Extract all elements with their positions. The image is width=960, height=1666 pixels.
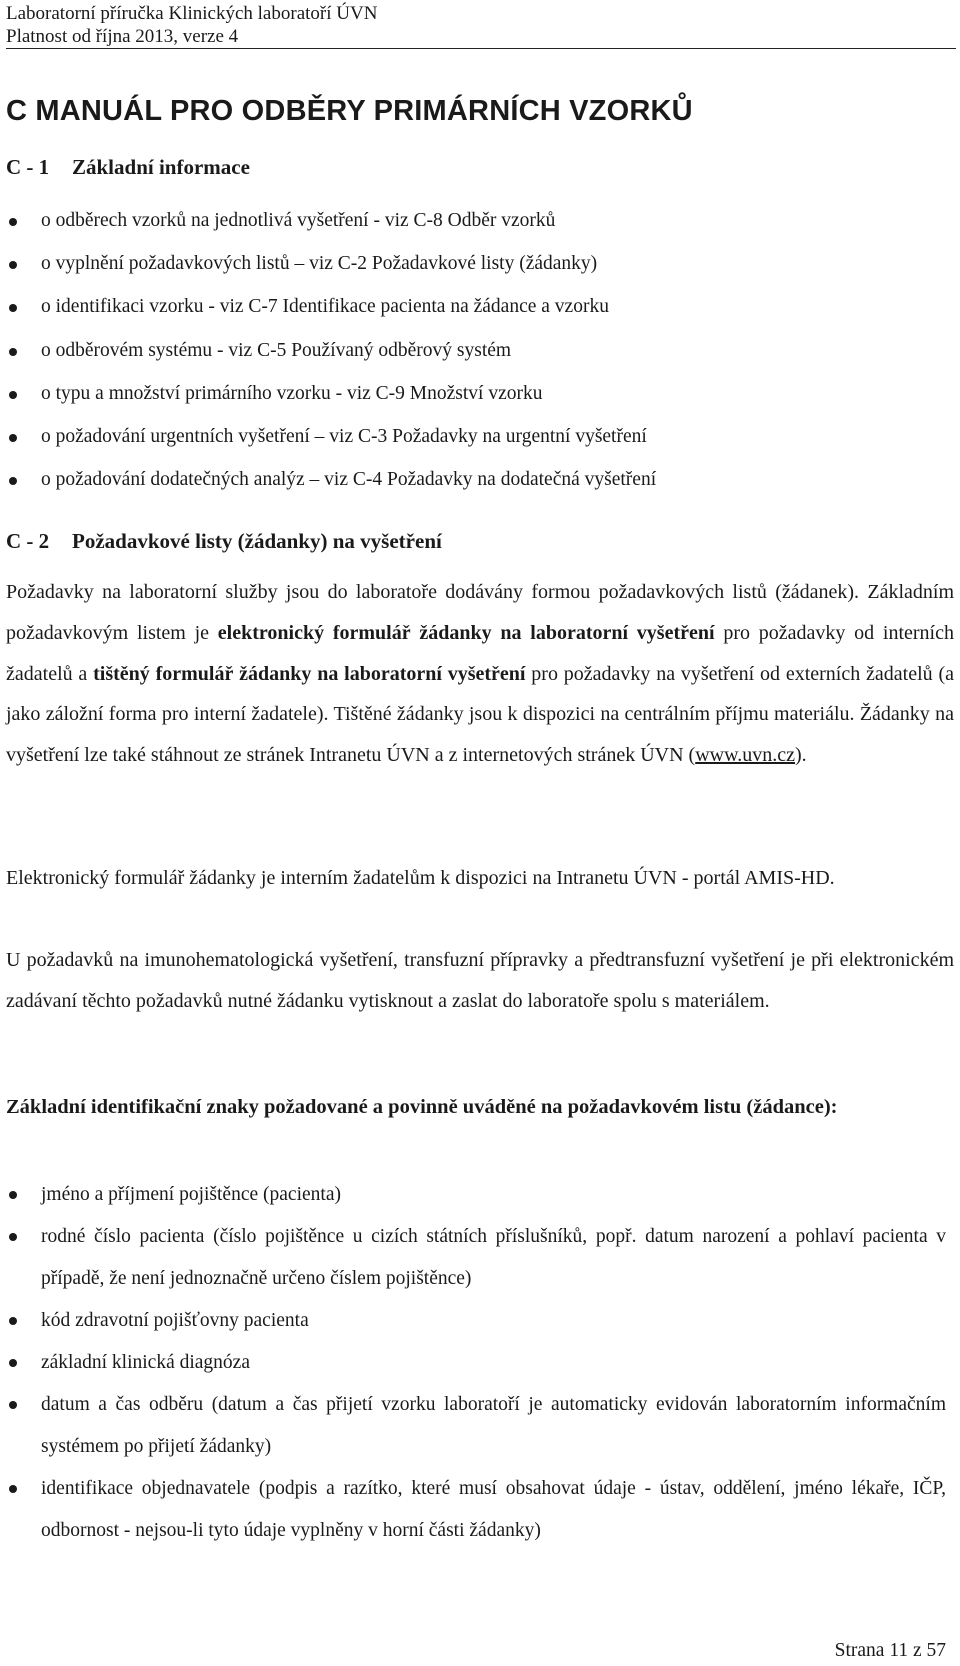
- website-link[interactable]: www.uvn.cz: [695, 744, 795, 767]
- identification-heading: Základní identifikační znaky požadované a povinně uváděné na požadavkovém listu (žádance):: [6, 1096, 838, 1118]
- list-item: o vyplnění požadavkových listů – viz C-2 Požadavkové listy (žádanky): [0, 251, 950, 294]
- list-item: kód zdravotní pojišťovny pacienta: [0, 1300, 950, 1342]
- bullet-icon: [9, 1233, 17, 1241]
- list-item: identifikace objednavatele (podpis a razítko, které musí obsahovat údaje - ústav, oddělení, jméno lékaře, IČP, odbornost - nejsou-li tyto údaje vyplněny v horní části žádanky): [0, 1468, 950, 1552]
- header-title: Laboratorní příručka Klinických laboratoří ÚVN: [6, 3, 378, 24]
- list-item: o identifikaci vzorku - viz C-7 Identifikace pacienta na žádance a vzorku: [0, 294, 950, 337]
- requisition-paragraph: Požadavky na laboratorní služby jsou do laboratoře dodávány formou požadavkových listů (žádanek). Základním požadavkovým listem je elektronický formulář žádanky na laboratorní vyšetření pro požadavky od interních žadatelů a tištěný formulář žádanky na laboratorní vyšetření pro požadavky na vyšetření od externích žadatelů (a jako záložní forma pro interní žadatele). Tištěné žádanky jsou k dispozici na centrálním příjmu materiálu. Žádanky na vyšetření lze také stáhnout ze stránek Intranetu ÚVN a z internetových stránek ÚVN (www.uvn.cz).: [6, 581, 955, 767]
- bullet-icon: [9, 261, 17, 269]
- list-item: základní klinická diagnóza: [0, 1342, 950, 1384]
- section-number: C - 2: [6, 529, 50, 553]
- list-item: o odběrovém systému - viz C-5 Používaný odběrový systém: [0, 338, 950, 381]
- bullet-icon: [9, 1401, 17, 1409]
- list-item: rodné číslo pacienta (číslo pojištěnce u cizích státních příslušníků, popř. datum narození a pohlaví pacienta v případě, že není jednoznačně určeno číslem pojištěnce): [0, 1216, 950, 1300]
- section-heading-c1: [6, 154, 250, 180]
- section-title: Požadavkové listy (žádanky) na vyšetření: [72, 529, 442, 553]
- page-number: Strana 11 z 57: [834, 1640, 946, 1661]
- bullet-icon: [9, 1485, 17, 1493]
- section-heading-c2: [6, 528, 442, 554]
- section-number: C - 1: [6, 155, 50, 179]
- bold-phrase: tištěný formulář žádanky na laboratorní vyšetření: [93, 662, 526, 685]
- list-item: jméno a příjmení pojištěnce (pacienta): [0, 1174, 950, 1216]
- bullet-icon: [9, 1317, 17, 1325]
- bullet-icon: [9, 477, 17, 485]
- page-header: [6, 2, 956, 48]
- bullet-icon: [9, 434, 17, 442]
- bullet-icon: [9, 304, 17, 312]
- identification-list: [0, 1174, 950, 1552]
- immunohematology-paragraph: U požadavků na imunohematologická vyšetření, transfuzní přípravky a předtransfuzní vyšetření je při elektronickém zadávaní těchto požadavků nutné žádanku vytisknout a zaslat do laboratoře spolu s materiálem.: [6, 949, 954, 1012]
- page-title: C MANUÁL PRO ODBĚRY PRIMÁRNÍCH VZORKŮ: [6, 95, 693, 127]
- list-item: o odběrech vzorků na jednotlivá vyšetření - viz C-8 Odběr vzorků: [0, 208, 950, 251]
- bullet-icon: [9, 1191, 17, 1199]
- bullet-icon: [9, 391, 17, 399]
- list-item: o požadování urgentních vyšetření – viz C-3 Požadavky na urgentní vyšetření: [0, 424, 950, 467]
- header-version: Platnost od října 2013, verze 4: [6, 26, 239, 47]
- section-title: Základní informace: [72, 155, 250, 179]
- bullet-icon: [9, 1359, 17, 1367]
- basic-info-list: [0, 208, 950, 510]
- bullet-icon: [9, 218, 17, 226]
- list-item: o typu a množství primárního vzorku - viz C-9 Množství vzorku: [0, 381, 950, 424]
- list-item: o požadování dodatečných analýz – viz C-4 Požadavky na dodatečná vyšetření: [0, 467, 950, 510]
- bullet-icon: [9, 348, 17, 356]
- header-divider: [6, 48, 956, 49]
- bold-phrase: elektronický formulář žádanky na laboratorní vyšetření: [217, 621, 715, 644]
- electronic-form-paragraph: Elektronický formulář žádanky je interním žadatelům k dispozici na Intranetu ÚVN - portál AMIS-HD.: [6, 867, 835, 889]
- list-item: datum a čas odběru (datum a čas přijetí vzorku laboratoří je automaticky evidován laboratorním informačním systémem po přijetí žádanky): [0, 1384, 950, 1468]
